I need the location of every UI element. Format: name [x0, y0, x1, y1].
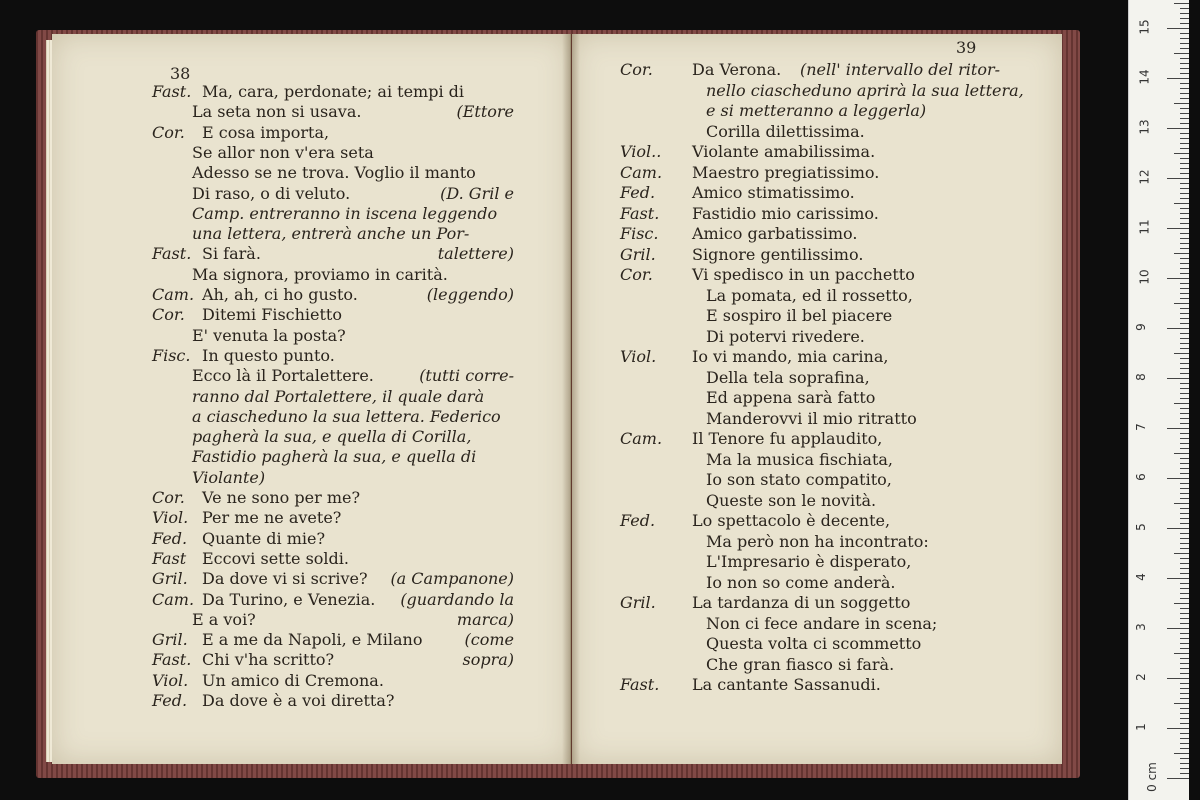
- speaker-name: Fast.: [620, 675, 660, 694]
- ruler-tick: [1167, 678, 1189, 679]
- ruler-tick: [1180, 208, 1189, 209]
- speaker-name: Fed.: [152, 691, 188, 710]
- ruler-tick: [1180, 718, 1189, 719]
- ruler-tick: [1174, 203, 1189, 204]
- stage-direction: e si metteranno a leggerla): [706, 101, 927, 120]
- ruler-tick: [1180, 263, 1189, 264]
- dialogue-text: Ditemi Fischietto: [202, 305, 342, 325]
- dialogue-text: Eccovi sette soldi.: [202, 548, 349, 568]
- book-gutter: [562, 34, 580, 764]
- ruler-tick: [1167, 278, 1189, 279]
- ruler-tick: [1180, 483, 1189, 484]
- ruler-tick: [1180, 763, 1189, 764]
- ruler-label: 12: [1137, 169, 1152, 185]
- speaker-name: Fast.: [152, 650, 192, 670]
- dialogue-text: La tardanza di un soggetto: [692, 593, 911, 612]
- ruler-label: 9: [1133, 323, 1148, 331]
- ruler-tick: [1167, 578, 1189, 579]
- speaker-name: Fast.: [620, 203, 660, 223]
- ruler-tick: [1174, 153, 1189, 154]
- ruler-tick: [1180, 463, 1189, 464]
- ruler-tick: [1180, 568, 1189, 569]
- ruler-tick: [1180, 488, 1189, 489]
- speaker-name: Fast: [152, 548, 187, 568]
- ruler-tick: [1174, 753, 1189, 754]
- measuring-ruler: [1128, 0, 1189, 800]
- ruler-tick: [1180, 448, 1189, 449]
- ruler-tick: [1180, 213, 1189, 214]
- stage-direction: una lettera, entrerà anche un Por-: [192, 224, 470, 244]
- ruler-tick: [1180, 498, 1189, 499]
- ruler-tick: [1180, 423, 1189, 424]
- ruler-tick: [1180, 88, 1189, 89]
- ruler-tick: [1174, 3, 1189, 4]
- ruler-tick: [1180, 173, 1189, 174]
- ruler-tick: [1180, 598, 1189, 599]
- dialogue-text: E cosa importa,: [202, 122, 330, 142]
- ruler-tick: [1180, 273, 1189, 274]
- dialogue-text: Questa volta ci scommetto: [706, 634, 922, 653]
- ruler-tick: [1180, 773, 1189, 774]
- ruler-tick: [1180, 468, 1189, 469]
- ruler-label: 10: [1137, 269, 1152, 285]
- ruler-tick: [1180, 13, 1189, 14]
- dialogue-text: Signore gentilissimo.: [692, 244, 864, 264]
- ruler-tick: [1180, 393, 1189, 394]
- ruler-tick: [1180, 708, 1189, 709]
- speaker-name: Gril.: [620, 593, 656, 612]
- dialogue-text: Per me ne avete?: [202, 508, 342, 528]
- ruler-tick: [1180, 68, 1189, 69]
- ruler-tick: [1180, 358, 1189, 359]
- dialogue-text: Si farà.: [202, 244, 261, 264]
- ruler-tick: [1180, 323, 1189, 324]
- ruler-tick: [1180, 238, 1189, 239]
- stage-direction: marca): [456, 609, 514, 629]
- left-page: [52, 34, 571, 764]
- dialogue-text: Se allor non v'era seta: [192, 142, 374, 162]
- stage-direction: (tutti corre-: [419, 366, 514, 386]
- ruler-tick: [1180, 123, 1189, 124]
- ruler-tick: [1167, 178, 1189, 179]
- ruler-tick: [1180, 693, 1189, 694]
- ruler-tick: [1180, 383, 1189, 384]
- dialogue-text: E a voi?: [192, 609, 256, 629]
- stage-direction: (nell' intervallo del ritor-: [799, 60, 1000, 79]
- ruler-tick: [1174, 303, 1189, 304]
- dialogue-text: Io son stato compatito,: [706, 470, 892, 489]
- ruler-tick: [1180, 473, 1189, 474]
- ruler-tick: [1180, 618, 1189, 619]
- speaker-name: Fed.: [620, 511, 656, 530]
- dialogue-text: E sospiro il bel piacere: [706, 306, 893, 325]
- ruler-tick: [1180, 458, 1189, 459]
- dialogue-text: Ma però non ha incontrato:: [706, 531, 929, 551]
- ruler-label: 1: [1133, 723, 1148, 731]
- ruler-tick: [1180, 163, 1189, 164]
- ruler-tick: [1180, 133, 1189, 134]
- ruler-tick: [1180, 608, 1189, 609]
- dialogue-text: Della tela soprafina,: [706, 367, 870, 387]
- ruler-tick: [1180, 673, 1189, 674]
- ruler-tick: [1180, 548, 1189, 549]
- dialogue-text: Il Tenore fu applaudito,: [692, 429, 883, 448]
- speaker-name: Cor.: [152, 305, 185, 325]
- stage-direction: Camp. entreranno in iscena leggendo: [192, 203, 498, 223]
- ruler-tick: [1180, 288, 1189, 289]
- stage-direction: sopra): [462, 650, 514, 670]
- ruler-tick: [1180, 43, 1189, 44]
- dialogue-text: Queste son le novità.: [706, 490, 877, 510]
- ruler-tick: [1180, 248, 1189, 249]
- ruler-label: 8: [1133, 373, 1148, 381]
- ruler-label: 0 cm: [1144, 762, 1159, 792]
- ruler-tick: [1180, 108, 1189, 109]
- stage-direction: a ciascheduno la sua lettera. Federico: [192, 406, 501, 426]
- stage-direction: pagherà la sua, e quella di Corilla,: [192, 427, 472, 447]
- ruler-tick: [1180, 583, 1189, 584]
- ruler-tick: [1180, 633, 1189, 634]
- dialogue-text: L'Impresario è disperato,: [706, 552, 912, 571]
- ruler-tick: [1180, 533, 1189, 534]
- ruler-tick: [1180, 33, 1189, 34]
- ruler-tick: [1167, 28, 1189, 29]
- ruler-tick: [1180, 188, 1189, 189]
- ruler-tick: [1180, 613, 1189, 614]
- dialogue-text: Ve ne sono per me?: [202, 488, 361, 507]
- ruler-tick: [1180, 413, 1189, 414]
- ruler-tick: [1180, 688, 1189, 689]
- dialogue-text: Ma signora, proviamo in carità.: [192, 264, 448, 284]
- ruler-tick: [1180, 183, 1189, 184]
- ruler-tick: [1180, 348, 1189, 349]
- ruler-label: 7: [1133, 423, 1148, 431]
- ruler-tick: [1180, 543, 1189, 544]
- dialogue-text: Io vi mando, mia carina,: [692, 347, 889, 366]
- stage-direction: (come: [464, 630, 514, 650]
- ruler-label: 11: [1137, 219, 1152, 235]
- ruler-label: 4: [1133, 573, 1148, 581]
- dialogue-text: Da dove è a voi diretta?: [202, 691, 395, 710]
- dialogue-text: Di potervi rivedere.: [706, 326, 865, 346]
- ruler-tick: [1180, 58, 1189, 59]
- stage-direction: (a Campanone): [390, 569, 514, 589]
- ruler-tick: [1167, 328, 1189, 329]
- dialogue-text: La seta non si usava.: [192, 102, 362, 122]
- ruler-label: 15: [1137, 19, 1152, 35]
- ruler-tick: [1180, 343, 1189, 344]
- stage-direction: nello ciascheduno aprirà la sua lettera,: [706, 80, 1024, 100]
- ruler-tick: [1180, 313, 1189, 314]
- ruler-tick: [1180, 338, 1189, 339]
- ruler-tick: [1180, 8, 1189, 9]
- speaker-name: Cam.: [620, 429, 663, 448]
- ruler-tick: [1180, 713, 1189, 714]
- speaker-name: Cor.: [152, 122, 185, 142]
- dialogue-text: Adesso se ne trova. Voglio il manto: [192, 163, 476, 183]
- ruler-tick: [1180, 113, 1189, 114]
- dialogue-text: La cantante Sassanudi.: [692, 675, 881, 694]
- speaker-name: Cam.: [620, 162, 663, 182]
- dialogue-text: Quante di mie?: [202, 528, 326, 548]
- stage-direction: (Ettore: [456, 102, 514, 122]
- ruler-tick: [1180, 368, 1189, 369]
- ruler-tick: [1174, 453, 1189, 454]
- ruler-tick: [1180, 758, 1189, 759]
- ruler-tick: [1180, 158, 1189, 159]
- ruler-tick: [1174, 103, 1189, 104]
- ruler-tick: [1180, 723, 1189, 724]
- dialogue-text: Ma la musica fischiata,: [706, 449, 893, 469]
- ruler-tick: [1167, 228, 1189, 229]
- ruler-tick: [1167, 78, 1189, 79]
- speaker-name: Fed.: [620, 183, 656, 202]
- speaker-name: Viol.: [152, 670, 189, 690]
- ruler-tick: [1180, 588, 1189, 589]
- ruler-tick: [1180, 218, 1189, 219]
- ruler-tick: [1180, 648, 1189, 649]
- stage-direction: (guardando la: [400, 589, 514, 609]
- dialogue-text: Da dove vi si scrive?: [202, 569, 368, 589]
- ruler-tick: [1180, 308, 1189, 309]
- speaker-name: Fast.: [152, 244, 192, 264]
- speaker-name: Fast.: [152, 82, 192, 101]
- dialogue-text: Da Verona.: [692, 60, 782, 79]
- ruler-tick: [1174, 403, 1189, 404]
- dialogue-text: Io non so come anderà.: [706, 572, 896, 592]
- dialogue-text: Maestro pregiatissimo.: [692, 162, 880, 182]
- ruler-tick: [1180, 658, 1189, 659]
- ruler-tick: [1180, 198, 1189, 199]
- stage-direction: Fastidio pagherà la sua, e quella di: [192, 447, 477, 467]
- ruler-tick: [1174, 253, 1189, 254]
- dialogue-text: Un amico di Cremona.: [202, 670, 384, 690]
- ruler-tick: [1180, 193, 1189, 194]
- ruler-tick: [1180, 538, 1189, 539]
- ruler-tick: [1180, 83, 1189, 84]
- ruler-tick: [1180, 443, 1189, 444]
- speaker-name: Cor.: [620, 265, 653, 284]
- ruler-label: 13: [1137, 119, 1152, 135]
- ruler-tick: [1180, 363, 1189, 364]
- ruler-tick: [1180, 398, 1189, 399]
- ruler-tick: [1180, 743, 1189, 744]
- dialogue-text: E' venuta la posta?: [192, 325, 346, 345]
- speaker-name: Viol.: [620, 347, 657, 366]
- ruler-tick: [1167, 778, 1189, 779]
- ruler-tick: [1180, 558, 1189, 559]
- speaker-name: Viol..: [620, 142, 662, 161]
- dialogue-text: Violante amabilissima.: [692, 142, 876, 161]
- ruler-tick: [1180, 138, 1189, 139]
- ruler-tick: [1167, 378, 1189, 379]
- dialogue-text: La pomata, ed il rossetto,: [706, 285, 913, 305]
- ruler-tick: [1180, 768, 1189, 769]
- page-number-left: 38: [170, 64, 191, 83]
- ruler-tick: [1180, 63, 1189, 64]
- speaker-name: Fisc.: [620, 224, 659, 243]
- dialogue-text: Vi spedisco in un pacchetto: [692, 265, 915, 284]
- speaker-name: Cam.: [152, 285, 195, 304]
- ruler-label: 5: [1133, 523, 1148, 531]
- speaker-name: Gril.: [620, 244, 656, 264]
- ruler-tick: [1180, 148, 1189, 149]
- ruler-tick: [1167, 478, 1189, 479]
- dialogue-text: Amico garbatissimo.: [692, 224, 858, 243]
- dialogue-text: Da Turino, e Venezia.: [202, 589, 376, 609]
- ruler-tick: [1180, 23, 1189, 24]
- ruler-label: 2: [1133, 673, 1148, 681]
- ruler-tick: [1167, 728, 1189, 729]
- speaker-name: Gril.: [152, 569, 188, 589]
- dialogue-text: Corilla dilettissima.: [706, 121, 865, 141]
- ruler-tick: [1180, 38, 1189, 39]
- dialogue-text: Amico stimatissimo.: [692, 183, 855, 202]
- ruler-tick: [1180, 683, 1189, 684]
- dialogue-text: Ed appena sarà fatto: [706, 388, 876, 407]
- ruler-tick: [1174, 53, 1189, 54]
- dialogue-text: Manderovvi il mio ritratto: [706, 408, 917, 428]
- speaker-name: Fed.: [152, 528, 188, 548]
- ruler-tick: [1180, 433, 1189, 434]
- ruler-tick: [1180, 223, 1189, 224]
- ruler-tick: [1167, 628, 1189, 629]
- ruler-tick: [1180, 168, 1189, 169]
- dialogue-text: Chi v'ha scritto?: [202, 650, 335, 670]
- stage-direction: (leggendo): [426, 285, 514, 304]
- speaker-name: Gril.: [152, 630, 188, 650]
- ruler-tick: [1167, 428, 1189, 429]
- ruler-tick: [1180, 233, 1189, 234]
- ruler-tick: [1174, 553, 1189, 554]
- ruler-tick: [1180, 418, 1189, 419]
- ruler-tick: [1174, 653, 1189, 654]
- ruler-tick: [1167, 128, 1189, 129]
- stage-direction: Violante): [192, 467, 266, 487]
- ruler-tick: [1180, 643, 1189, 644]
- dialogue-text: Di raso, o di veluto.: [192, 183, 351, 203]
- ruler-tick: [1180, 668, 1189, 669]
- dialogue-text: E a me da Napoli, e Milano: [202, 630, 423, 650]
- speaker-name: Viol.: [152, 508, 189, 528]
- ruler-tick: [1180, 438, 1189, 439]
- ruler-tick: [1174, 703, 1189, 704]
- ruler-tick: [1174, 353, 1189, 354]
- ruler-label: 6: [1133, 473, 1148, 481]
- stage-direction: (D. Gril e: [440, 183, 514, 203]
- ruler-tick: [1180, 73, 1189, 74]
- speaker-name: Fisc.: [152, 345, 191, 365]
- page-number-right: 39: [956, 38, 977, 57]
- ruler-tick: [1180, 748, 1189, 749]
- ruler-tick: [1180, 118, 1189, 119]
- ruler-tick: [1180, 98, 1189, 99]
- ruler-tick: [1180, 593, 1189, 594]
- ruler-label: 3: [1133, 623, 1148, 631]
- ruler-tick: [1180, 373, 1189, 374]
- ruler-tick: [1180, 243, 1189, 244]
- speaker-name: Cor.: [620, 60, 653, 79]
- ruler-tick: [1180, 293, 1189, 294]
- right-page: [572, 34, 1062, 764]
- stage-direction: talettere): [437, 244, 514, 264]
- ruler-tick: [1180, 523, 1189, 524]
- ruler-tick: [1180, 518, 1189, 519]
- ruler-tick: [1180, 333, 1189, 334]
- ruler-tick: [1180, 143, 1189, 144]
- ruler-tick: [1180, 93, 1189, 94]
- dialogue-text: Ecco là il Portalettere.: [192, 366, 374, 386]
- ruler-label: 14: [1137, 69, 1152, 85]
- speaker-name: Cam.: [152, 589, 195, 609]
- ruler-tick: [1167, 528, 1189, 529]
- ruler-tick: [1180, 48, 1189, 49]
- dialogue-text: Fastidio mio carissimo.: [692, 203, 879, 223]
- ruler-tick: [1180, 513, 1189, 514]
- ruler-tick: [1180, 573, 1189, 574]
- ruler-tick: [1180, 698, 1189, 699]
- ruler-tick: [1174, 503, 1189, 504]
- ruler-tick: [1180, 18, 1189, 19]
- dialogue-text: Lo spettacolo è decente,: [692, 511, 891, 530]
- dialogue-text: Che gran fiasco si farà.: [706, 654, 895, 674]
- dialogue-text: In questo punto.: [202, 345, 335, 365]
- dialogue-text: Ma, cara, perdonate; ai tempi di: [202, 82, 465, 101]
- ruler-tick: [1180, 493, 1189, 494]
- ruler-tick: [1180, 298, 1189, 299]
- ruler-tick: [1180, 268, 1189, 269]
- ruler-tick: [1180, 388, 1189, 389]
- dialogue-text: Non ci fece andare in scena;: [706, 613, 938, 633]
- ruler-tick: [1180, 563, 1189, 564]
- ruler-tick: [1180, 258, 1189, 259]
- dialogue-text: Ah, ah, ci ho gusto.: [202, 285, 358, 304]
- ruler-tick: [1180, 283, 1189, 284]
- ruler-tick: [1180, 638, 1189, 639]
- ruler-tick: [1180, 508, 1189, 509]
- ruler-tick: [1174, 603, 1189, 604]
- ruler-tick: [1180, 623, 1189, 624]
- ruler-tick: [1180, 738, 1189, 739]
- speaker-name: Cor.: [152, 488, 185, 507]
- ruler-tick: [1180, 663, 1189, 664]
- ruler-tick: [1180, 408, 1189, 409]
- stage-direction: ranno dal Portalettere, il quale darà: [192, 386, 485, 406]
- ruler-tick: [1180, 318, 1189, 319]
- ruler-tick: [1180, 733, 1189, 734]
